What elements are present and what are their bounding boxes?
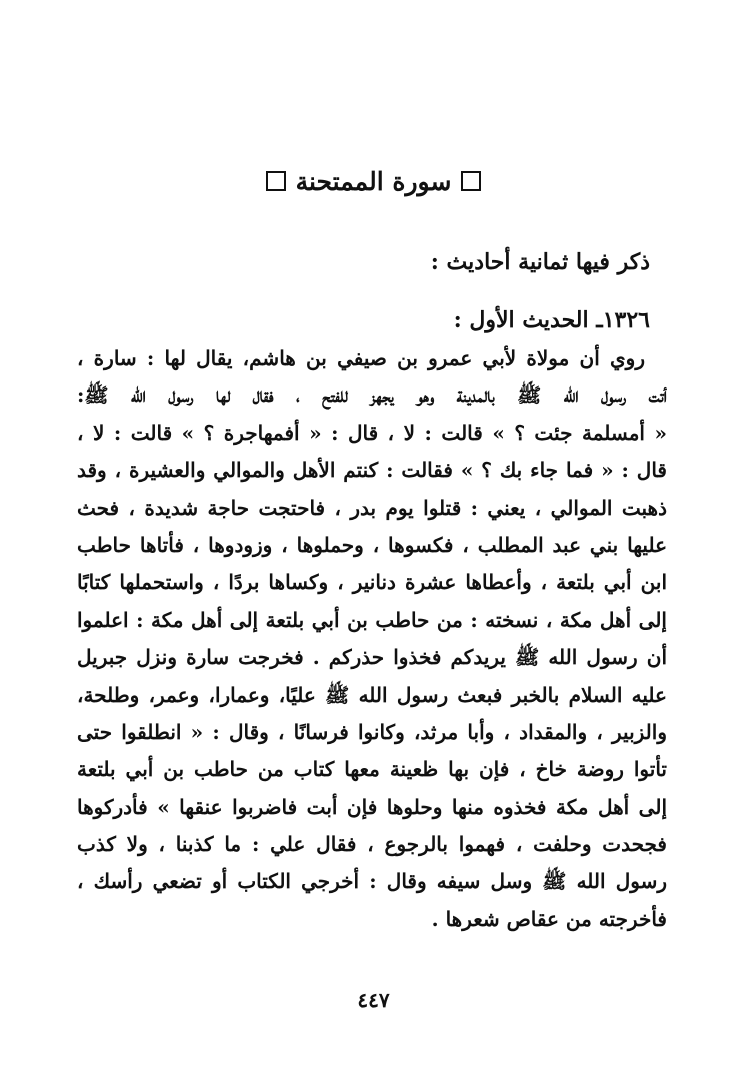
text-line: فأخرجته من عقاص شعرها . [431, 906, 667, 931]
text-line: عليه السلام بالخبر فبعث رسول الله ﷺ عليًا، وعمارا، وعمر، وطلحة، [77, 682, 667, 707]
text-line: والزبير ، والمقداد ، وأبا مرثد، وكانوا فرسانًا ، وقال : « انطلقوا حتى [77, 719, 667, 744]
text-line: فجحدت وحلفت ، فهموا بالرجوع ، فقال علي : ما كذبنا ، ولا كذب [77, 832, 667, 857]
text-line: رسول الله ﷺ وسل سيفه وقال : أخرجي الكتاب أو تضعي رأسك ، [77, 869, 667, 894]
text-line: عليها بني عبد المطلب ، فكسوها ، وحملوها ، وزودوها ، فأتاها حاطب [77, 532, 667, 557]
text-line: إلى أهل مكة فخذوه منها وحلوها فإن أبت فاضربوا عنقها » فأدركوها [77, 794, 667, 819]
intro-line: ذكر فيها ثمانية أحاديث : [430, 249, 650, 275]
surah-title-text: سورة الممتحنة [295, 167, 452, 196]
text-line: ابن أبي بلتعة ، وأعطاها عشرة دنانير ، وكساها بردًا ، واستحملها كتابًا [77, 570, 667, 595]
text-line: أتت رسول الله ﷺ بالمدينة وهو يجهز للفتح ، فقال لها رسول الله ﷺ: [77, 383, 667, 408]
text-line: قال : « فما جاء بك ؟ » فقالت : كنتم الأهل والموالي والعشيرة ، وقد [77, 458, 667, 483]
text-line: « أمسلمة جئت ؟ » قالت : لا ، قال : « أفمهاجرة ؟ » قالت : لا ، [77, 420, 667, 445]
text-line: إلى أهل مكة ، نسخته : من حاطب بن أبي بلتعة إلى أهل مكة : اعلموا [77, 607, 667, 632]
hadith-body [77, 340, 667, 938]
hadith-heading: ١٣٢٦ـ الحديث الأول : [453, 307, 650, 333]
text-line: تأتوا روضة خاخ ، فإن بها ظعينة معها كتاب من حاطب بن أبي بلتعة [77, 757, 667, 782]
text-line: روي أن مولاة لأبي عمرو بن صيفي بن هاشم، يقال لها : سارة ، [77, 346, 645, 370]
text-line: ذهبت الموالي ، يعني : قتلوا يوم بدر ، فاحتجت حاجة شديدة ، فحث [77, 495, 667, 520]
text-line: أن رسول الله ﷺ يريدكم فخذوا حذركم . فخرجت سارة ونزل جبريل [77, 645, 667, 670]
square-icon [266, 171, 286, 191]
page-number: ٤٤٧ [357, 988, 390, 1012]
square-icon [461, 171, 481, 191]
surah-title [0, 162, 747, 202]
